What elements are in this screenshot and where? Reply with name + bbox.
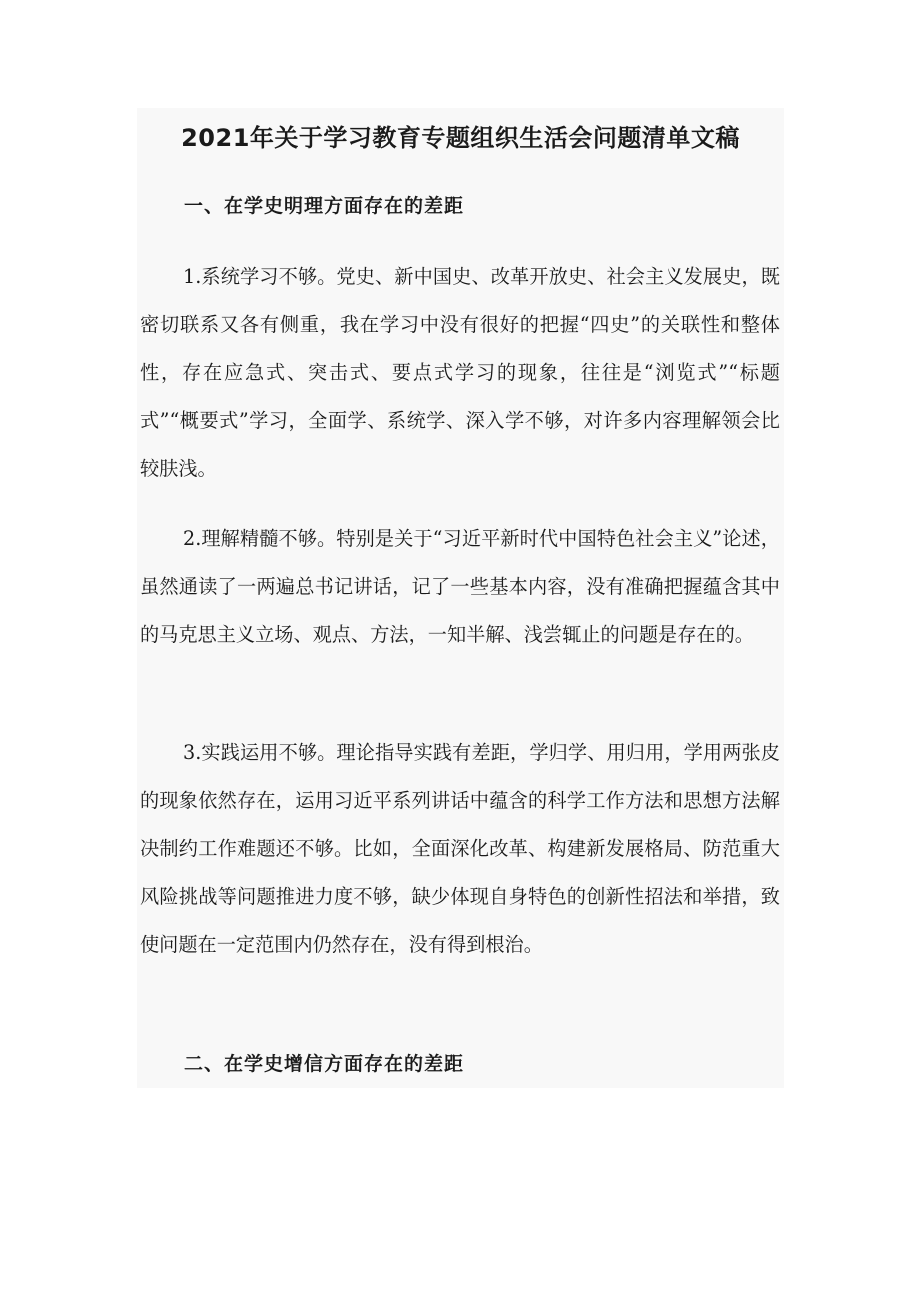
paragraph-3: 3.实践运用不够。理论指导实践有差距，学归学、用归用，学用两张皮的现象依然存在，运用习近平系列讲话中蕴含的科学工作方法和思想方法解决制约工作难题还不够。比如，全面深化改革、构建新发展格局、防范重大风险挑战等问题推进力度不够，缺少体现自身特色的创新性招法和举措，致使问题在一定范围内仍然存在，没有得到根治。 — [140, 741, 780, 956]
paragraph-1: 1.系统学习不够。党史、新中国史、改革开放史、社会主义发展史，既密切联系又各有侧重，我在学习中没有很好的把握“四史”的关联性和整体性，存在应急式、突击式、要点式学习的现象，往往是“浏览式”“标题式”“概要式”学习，全面学、系统学、深入学不够，对许多内容理解领会比较肤浅。 — [140, 265, 780, 480]
paragraph-2: 2.理解精髓不够。特别是关于“习近平新时代中国特色社会主义”论述，虽然通读了一两遍总书记讲话，记了一些基本内容，没有准确把握蕴含其中的马克思主义立场、观点、方法，一知半解、浅尝辄止的问题是存在的。 — [140, 527, 780, 646]
document-title: 2021年关于学习教育专题组织生活会问题清单文稿 — [181, 124, 740, 152]
section-heading-2: 二、在学史增信方面存在的差距 — [184, 1053, 465, 1075]
section-heading-1: 一、在学史明理方面存在的差距 — [184, 195, 465, 217]
